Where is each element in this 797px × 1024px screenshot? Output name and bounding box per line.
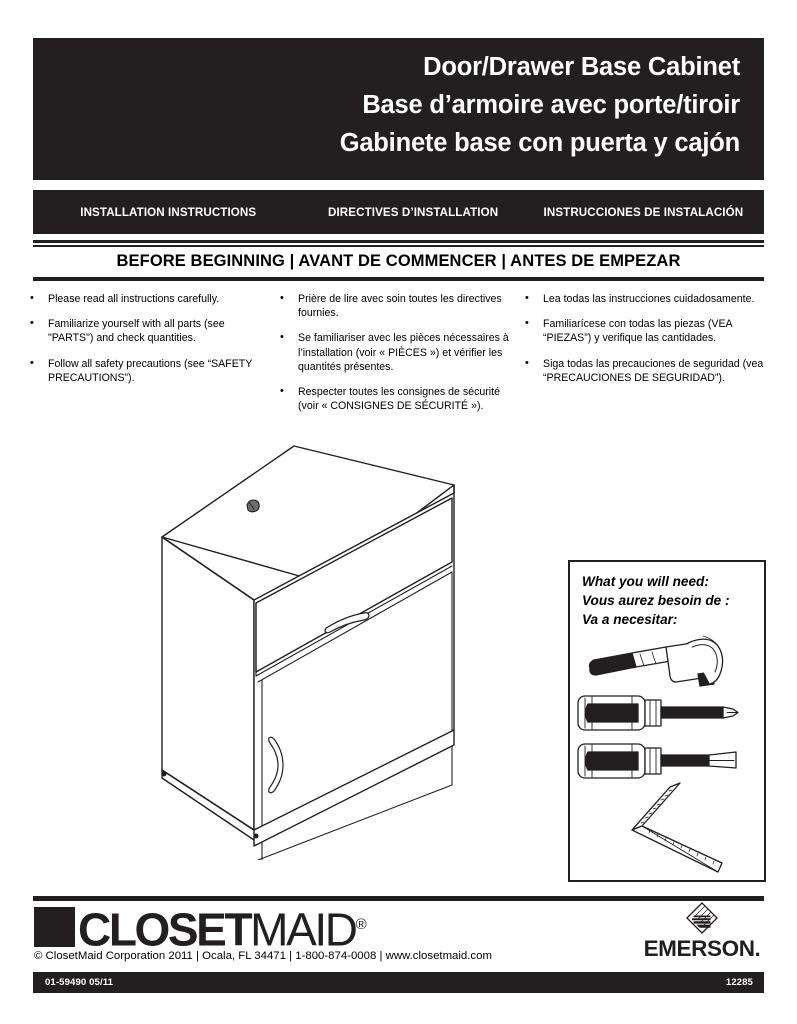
bullet-list-spanish xyxy=(521,292,767,385)
list-item: • Siga todas las precauciones de seguridad (vea “PRECAUCIONES DE SEGURIDAD”). xyxy=(521,357,767,385)
part-number: 01-59490 05/11 xyxy=(45,977,114,988)
cabinet-diagram xyxy=(150,440,480,860)
list-item: • Respecter toutes les consignes de sécurité (voir « CONSIGNES DE SÉCURITÉ »). xyxy=(276,385,509,413)
title-line-en: Door/Drawer Base Cabinet xyxy=(423,53,740,81)
bullet-list-english xyxy=(26,292,264,385)
emerson-wordmark xyxy=(640,936,764,962)
bullet-list-french xyxy=(276,292,509,413)
list-item: • Prière de lire avec soin toutes les directives fournies. xyxy=(276,292,509,320)
bullet-column-english xyxy=(26,292,276,396)
emerson-diamond-icon xyxy=(686,902,718,934)
closetmaid-square-mark xyxy=(34,907,75,947)
registered-trademark-icon: ® xyxy=(355,915,367,933)
emerson-period: . xyxy=(754,936,761,961)
title-line-fr: Base d’armoire avec porte/tiroir xyxy=(362,91,740,119)
phillips-screwdriver-icon xyxy=(578,696,738,730)
bottom-info-bar xyxy=(33,972,764,993)
closetmaid-logo xyxy=(34,903,367,956)
closetmaid-wordmark-bold: CLOSET xyxy=(78,903,251,956)
title-block xyxy=(33,38,764,180)
need-line-en: What you will need: xyxy=(582,574,709,589)
bullet-column-french xyxy=(276,292,521,424)
closetmaid-wordmark xyxy=(78,903,367,956)
what-you-will-need-box xyxy=(568,560,766,882)
subtitle-es: INSTRUCCIONES DE INSTALACIÓN xyxy=(543,205,744,219)
divider-under-section-heading xyxy=(33,277,764,281)
need-line-fr: Vous aurez besoin de : xyxy=(582,593,730,608)
need-line-es: Va a necesitar: xyxy=(582,612,678,627)
list-item: • Familiarícese con todas las piezas (VEA “PIEZAS”) y verifique las cantidades. xyxy=(521,317,767,345)
bullet-column-spanish xyxy=(521,292,771,396)
list-item: • Lea todas las instrucciones cuidadosamente. xyxy=(521,292,767,306)
subtitle-fr: DIRECTIVES D’INSTALLATION xyxy=(328,205,499,219)
carpenters-square-icon xyxy=(632,783,722,872)
closetmaid-wordmark-light: MAID xyxy=(250,903,356,956)
what-you-will-need-title xyxy=(570,562,764,629)
before-beginning-columns xyxy=(26,292,771,424)
subtitle-en: INSTALLATION INSTRUCTIONS xyxy=(80,205,257,219)
list-item: • Se familiariser avec les pièces nécessaires à l’installation (voir « PIÈCES ») et vérifier les quantités présentes. xyxy=(276,331,509,374)
list-item: • Familiarize yourself with all parts (see "PARTS") and check quantities. xyxy=(26,317,264,345)
list-item: • Please read all instructions carefully. xyxy=(26,292,264,306)
divider-footer xyxy=(33,896,764,901)
copyright-line: © ClosetMaid Corporation 2011 | Ocala, FL 34471 | 1-800-874-0008 | www.closetmaid.com xyxy=(34,950,492,962)
list-item: • Follow all safety precautions (see “SAFETY PRECAUTIONS”). xyxy=(26,357,264,385)
flathead-screwdriver-icon xyxy=(578,744,736,778)
claw-hammer-icon xyxy=(590,636,723,686)
emerson-logo xyxy=(640,902,764,966)
divider-double-top xyxy=(33,240,764,247)
subtitle-bar xyxy=(33,190,764,234)
tools-illustration xyxy=(570,634,764,878)
section-heading-before-beginning: BEFORE BEGINNING | AVANT DE COMMENCER | ANTES DE EMPEZAR xyxy=(116,252,681,270)
title-line-es: Gabinete base con puerta y cajón xyxy=(339,129,740,157)
emerson-wordmark-text: EMERSON xyxy=(643,936,755,961)
item-number: 12285 xyxy=(725,977,753,988)
